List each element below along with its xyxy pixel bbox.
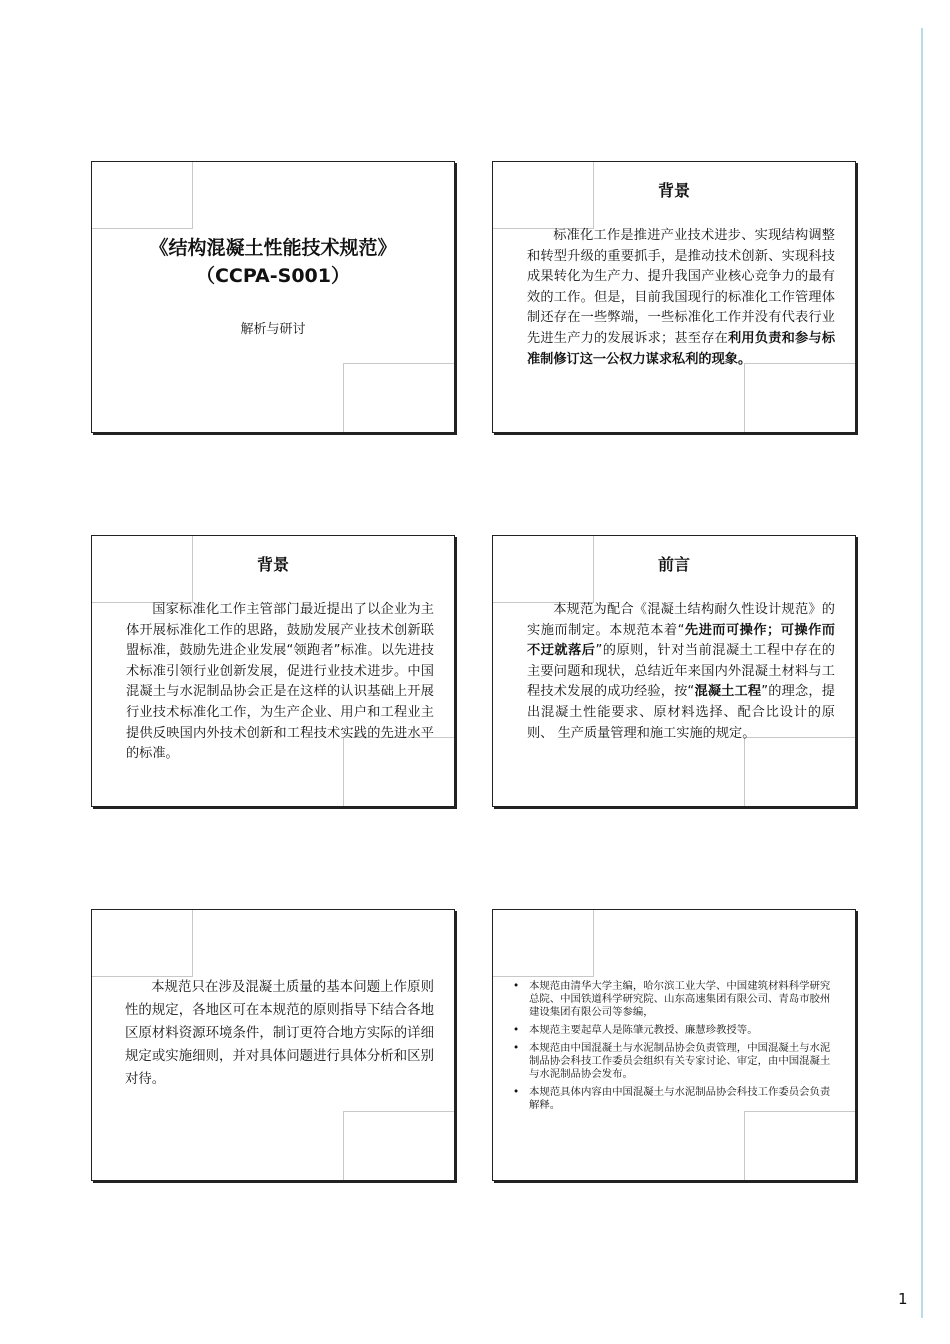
list-item: • 本规范主要起草人是陈肇元教授、廉慧珍教授等。 <box>507 1024 837 1037</box>
page-number: 1 <box>898 1290 908 1308</box>
title-line-2: （CCPA-S001） <box>195 265 350 287</box>
body-text: 标准化工作是推进产业技术进步、实现结构调整和转型升级的重要抓手，是推动技术创新、实现科技成果转化为生产力、提升我国产业核心竞争力的最有效的工作。但是，目前我国现行的标准化工作管理体制还存在一些弊端，一些标准化工作并没有代表行业先进生产力的发展诉求；甚至存在 <box>527 228 835 346</box>
slide-decor-bottom-right <box>343 363 454 432</box>
right-margin-rule <box>921 28 923 1318</box>
slide-1-title <box>91 161 455 433</box>
slide-decor-top-left <box>92 910 193 977</box>
title-line-1: 《结构混凝土性能技术规范》 <box>149 237 397 259</box>
body-text-1: 本规范为配合《混凝土结构耐久性设计规范》的实施而制定。本规范本着“ <box>527 602 835 638</box>
slide-title <box>92 234 454 290</box>
slide-6-authors <box>492 909 856 1181</box>
slide-2-background <box>492 161 856 433</box>
body-bold-2: 混凝土工程 <box>694 684 762 700</box>
slide-body <box>527 226 835 370</box>
slide-heading: 背景 <box>256 555 289 574</box>
slide-5-scope <box>91 909 455 1181</box>
slide-decor-top-left <box>92 162 193 229</box>
slide-heading: 前言 <box>657 555 690 574</box>
list-item: • 本规范具体内容由中国混凝土与水泥制品协会科技工作委员会负责解释。 <box>507 1086 837 1112</box>
body-bold-text: 利用负责和参与标准制修订这一公权力谋求私利的现象。 <box>527 330 836 367</box>
list-item: • 本规范由清华大学主编，哈尔滨工业大学、中国建筑材料科学研究总院、中国铁道科学研究院、山东高速集团有限公司、青岛市胶州建设集团有限公司等参编， <box>507 980 837 1019</box>
body-text-2: ”的原则，针对当前混凝土工程中存在的主要问题和现状，总结近年来国内外混凝土材料与工程技术发展的成功经验，按“ <box>527 643 835 700</box>
slide-4-preface <box>492 535 856 807</box>
slide-decor-bottom-right <box>343 1111 454 1180</box>
slide-heading: 背景 <box>657 181 690 200</box>
slide-subtitle: 解析与研讨 <box>240 322 306 337</box>
slide-3-background <box>91 535 455 807</box>
bullet-list <box>507 980 837 1117</box>
body-bold-1: 先进而可操作；可操作而不迂就落后 <box>527 622 835 659</box>
slide-decor-bottom-right <box>744 1111 855 1180</box>
body-text: 本规范只在涉及混凝土质量的基本问题上作原则性的规定，各地区可在本规范的原则指导下结合各地区原材料资源环境条件，制订更符合地方实际的详细规定或实施细则，并对具体问题进行具体分析和区别对待。 <box>125 980 434 1087</box>
slide-decor-bottom-right <box>744 737 855 806</box>
body-text: 国家标准化工作主管部门最近提出了以企业为主体开展标准化工作的思路，鼓励发展产业技术创新联盟标准，鼓励先进企业发展“领跑者”标准。以先进技术标准引领行业创新发展，促进行业技术进步。中国混凝土与水泥制品协会正是在这样的认识基础上开展行业技术标准化工作，为生产企业、用户和工程业主提供反映国内外技术创新和工程技术实践的先进水平的标准。 <box>126 602 434 762</box>
body-text-3: ”的理念，提出混凝土性能要求、原材料选择、配合比设计的原则、 生产质量管理和施工实施的规定。 <box>527 684 835 741</box>
slide-body <box>527 600 835 744</box>
list-item: • 本规范由中国混凝土与水泥制品协会负责管理，中国混凝土与水泥制品协会科技工作委员会组织有关专家讨论、审定，由中国混凝土与水泥制品协会发布。 <box>507 1042 837 1081</box>
slide-decor-top-left <box>493 910 594 977</box>
slide-decor-bottom-right <box>744 363 855 432</box>
slide-body <box>126 600 434 765</box>
slide-body <box>125 976 434 1091</box>
